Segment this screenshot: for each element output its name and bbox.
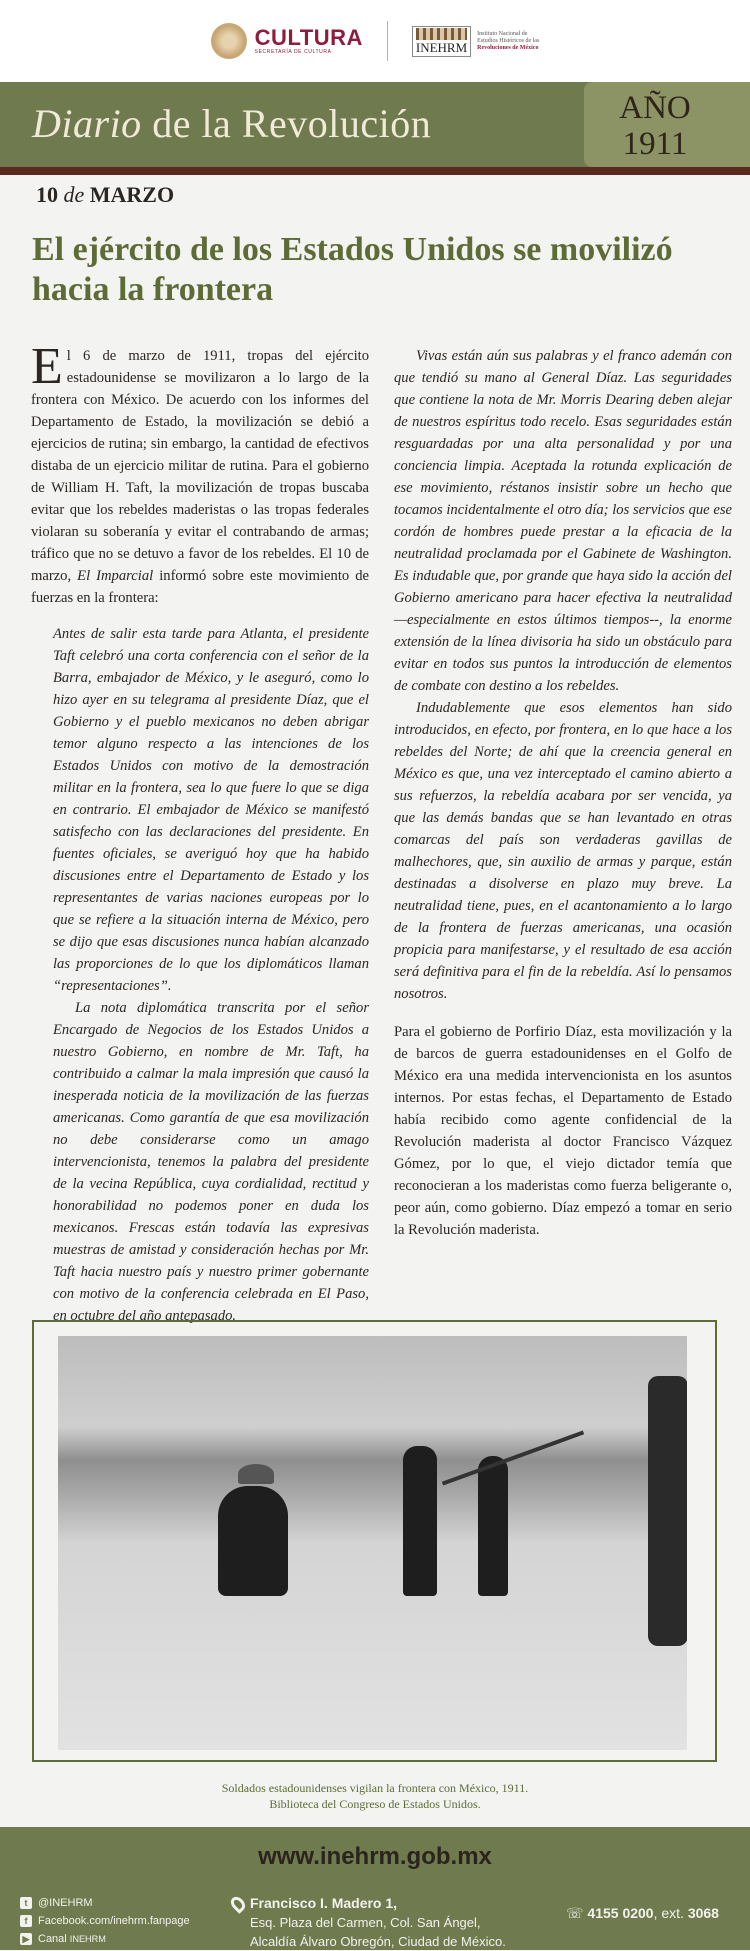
phone-icon: ☏ bbox=[566, 1905, 584, 1921]
year-label: AÑO bbox=[619, 90, 691, 126]
inehrm-line3: Revoluciones de México bbox=[477, 44, 539, 51]
caption-line-2: Biblioteca del Congreso de Estados Unidos. bbox=[269, 1797, 481, 1811]
footer bbox=[0, 1827, 750, 1950]
standing-soldier-1 bbox=[403, 1446, 437, 1596]
address-line-1: Francisco I. Madero 1, bbox=[250, 1895, 398, 1911]
facebook-icon: f bbox=[20, 1915, 32, 1927]
facebook-url: Facebook.com/inehrm.fanpage bbox=[38, 1915, 190, 1927]
national-seal-icon bbox=[211, 23, 247, 59]
year-value: 1911 bbox=[622, 126, 688, 162]
inehrm-wordmark: INEHRM bbox=[412, 26, 471, 57]
phone-number: 4155 0200 bbox=[587, 1905, 654, 1921]
date-de: de bbox=[63, 182, 85, 207]
phone-ext: 3068 bbox=[687, 1905, 719, 1921]
newspaper-name: El Imparcial bbox=[77, 568, 154, 584]
quote-paragraph-2: La nota diplomática transcrita por el señor Encargado de Negocios de los Estados Unidos a nuestro Gobierno, en nombre de Mr. Taft, ha contribuido a calmar la mala impresión que causó la inesperada noticia de la movilización de las fuerzas americanas. Como garantía de que esa movilización no debe considerarse como un amago intervencionista, tenemos la palabra del presidente de la vecina República, cuya cordialidad, rectitud y honorabilidad no podemos poner en duda los mexicanos. Frescas están todavía las expresivas muestras de amistad y consideración hechas por Mr. Taft hacia nuestro país y nuestro primer gobernante con motivo de la conferencia celebrada en El Paso, en octubre del año antepasado. bbox=[53, 1000, 369, 1324]
standing-soldier-3 bbox=[648, 1376, 687, 1646]
location-pin-icon bbox=[228, 1894, 248, 1914]
quote-paragraph-3: Vivas están aún sus palabras y el franco ademán con que tendió su mano al General Díaz. Las seguridades que contiene la nota de Mr. Morris Dearing deben alejar de nuestros espíritus todo recelo. Esas seguridades están resguardadas por una alta personalidad y por una conciencia limpia. Aceptada la rotunda explicación de ese movimiento, réstanos insistir sobre un hecho que tocamos incidentalmente el otro día; los servicios que ese cordón de hombres puede prestar a la eficacia de la neutralidad proclamada por el Gabinete de Washington. Es indudable que, por grande que haya sido la acción del Gobierno americano para hacer efectiva la neutralidad —especialmente en estos últimos tiempos--, la enorme extensión de la línea divisoria ha sido un obstáculo para evitar en todos sus puntos la introducción de elementos de combate con destino a los rebeldes. bbox=[394, 348, 732, 694]
intro-paragraph bbox=[31, 338, 369, 609]
address-line-2: Esq. Plaza del Carmen, Col. San Ángel, bbox=[250, 1915, 481, 1930]
twitter-icon: t bbox=[20, 1897, 32, 1909]
youtube-prefix: Canal bbox=[38, 1933, 70, 1945]
right-column bbox=[394, 345, 732, 1241]
ext-label: , ext. bbox=[653, 1905, 688, 1921]
address bbox=[250, 1894, 506, 1951]
social-links bbox=[20, 1894, 190, 1948]
top-logo-bar bbox=[0, 0, 750, 82]
divider-stripe bbox=[0, 167, 750, 175]
left-column bbox=[31, 338, 369, 1327]
historical-photo bbox=[58, 1336, 687, 1750]
article-headline: El ejército de los Estados Unidos se movilizó hacia la frontera bbox=[32, 231, 673, 308]
series-title-rest: de la Revolución bbox=[141, 101, 432, 146]
date-month: MARZO bbox=[89, 182, 175, 207]
standing-soldier-2 bbox=[478, 1456, 508, 1596]
inehrm-line1: Instituto Nacional de bbox=[477, 30, 528, 37]
year-tab bbox=[584, 82, 750, 167]
website-link[interactable]: www.inehrm.gob.mx bbox=[258, 1843, 492, 1870]
series-title-italic: Diario bbox=[32, 101, 142, 146]
cultura-logo bbox=[211, 23, 363, 59]
facebook-link[interactable] bbox=[20, 1912, 190, 1930]
series-banner bbox=[0, 82, 750, 167]
series-title bbox=[32, 100, 431, 147]
caption-line-1: Soldados estadounidenses vigilan la frontera con México, 1911. bbox=[221, 1781, 529, 1795]
drop-cap: E bbox=[31, 338, 63, 395]
soldier-hat bbox=[238, 1464, 274, 1484]
twitter-handle: @INEHRM bbox=[38, 1897, 93, 1909]
twitter-link[interactable] bbox=[20, 1894, 190, 1912]
intro-text-b: informó sobre este movimiento de fuerzas en la frontera: bbox=[31, 568, 369, 606]
cultura-wordmark: CULTURA bbox=[254, 25, 363, 50]
logo-divider bbox=[387, 21, 388, 61]
address-line-3: Alcaldía Álvaro Obregón, Ciudad de México. bbox=[250, 1934, 506, 1949]
article-date bbox=[36, 182, 174, 208]
rifle bbox=[442, 1430, 584, 1485]
inehrm-line2: Estudios Históricos de las bbox=[477, 37, 540, 44]
photo-frame bbox=[32, 1320, 717, 1762]
youtube-icon: ▶ bbox=[20, 1933, 32, 1945]
youtube-link[interactable] bbox=[20, 1930, 190, 1948]
cultura-subtitle: SECRETARÍA DE CULTURA bbox=[254, 49, 332, 55]
intro-text-a: l 6 de marzo de 1911, tropas del ejército estadounidense se movilizaron a lo largo de la frontera con México. De acuerdo con los informes del Departamento de Estado, la movilización se debió a ejercicios de rutina; sin embargo, la cantidad de efectivos distaba de un ejercicio militar de rutina. Para el gobierno de William H. Taft, la movilización de tropas buscaba evitar que los rebeldes maderistas o las tropas federales violaran su soberanía y evitar el contrabando de armas; tráfico que no se detuvo a favor de los rebeldes. El 10 de marzo, bbox=[31, 348, 369, 584]
inehrm-logo bbox=[412, 26, 539, 57]
photo-caption bbox=[0, 1780, 750, 1812]
crouching-soldier bbox=[218, 1486, 288, 1596]
quote-paragraph-1: Antes de salir esta tarde para Atlanta, el presidente Taft celebró una corta conferencia con el señor de la Barra, embajador de México, y le aseguró, como lo hizo ayer en su telegrama al presidente Díaz, que el Gobierno y el pueblo mexicanos no deben abrigar temor alguno respecto a las intenciones de los Estados Unidos con motivo de la demostración militar en la frontera, sea lo que fuere lo que se diga en contrario. El embajador de México se manifestó satisfecho con las declaraciones del presidente. En fuentes oficiales, se averiguó hoy que ha habido discusiones entre el Departamento de Estado y los representantes de varias naciones europeas por lo que se refiere a la situación interna de México, pero se dijo que esas discusiones nunca habían alcanzado las proporciones de lo que los diplomáticos llaman “representaciones”. bbox=[53, 626, 369, 994]
date-day: 10 bbox=[36, 182, 58, 207]
quote-paragraph-4: Indudablemente que esos elementos han sido introducidos, en efecto, por frontera, en lo que hace a los rebeldes del Norte; de ahí que la creencia general en México es que, una vez interceptado el camino abierto a sus refuerzos, la rebeldía acabara por ser vencida, ya que las demás bandas que se han levantado en otras comarcas del país son verdaderas gavillas de malhechores, que, sin auxilio de armas y parque, están destinadas a disolverse en plazo muy breve. La neutralidad tiene, pues, en el acantonamiento a lo largo de la frontera de fuerzas americanas, una ocasión propicia para manifestarse, y el resultado de esa acción será definitiva para el fin de la rebeldía. Así lo pensamos nosotros. bbox=[394, 700, 732, 1002]
closing-paragraph: Para el gobierno de Porfirio Díaz, esta movilización y la de barcos de guerra estadounidenses en el Golfo de México era una medida intervencionista en los asuntos internos. Por estas fechas, el Departamento de Estado había recibido como agente confidencial de la Revolución maderista al doctor Francisco Vázquez Gómez, por lo que, el viejo dictador temía que reconocieran a los maderistas como fuerza beligerante o, peor aún, como gobierno. Díaz empezó a tomar en serio la Revolución maderista. bbox=[394, 1024, 732, 1238]
youtube-channel: INEHRM bbox=[69, 1934, 106, 1944]
phone-contact bbox=[566, 1905, 719, 1922]
